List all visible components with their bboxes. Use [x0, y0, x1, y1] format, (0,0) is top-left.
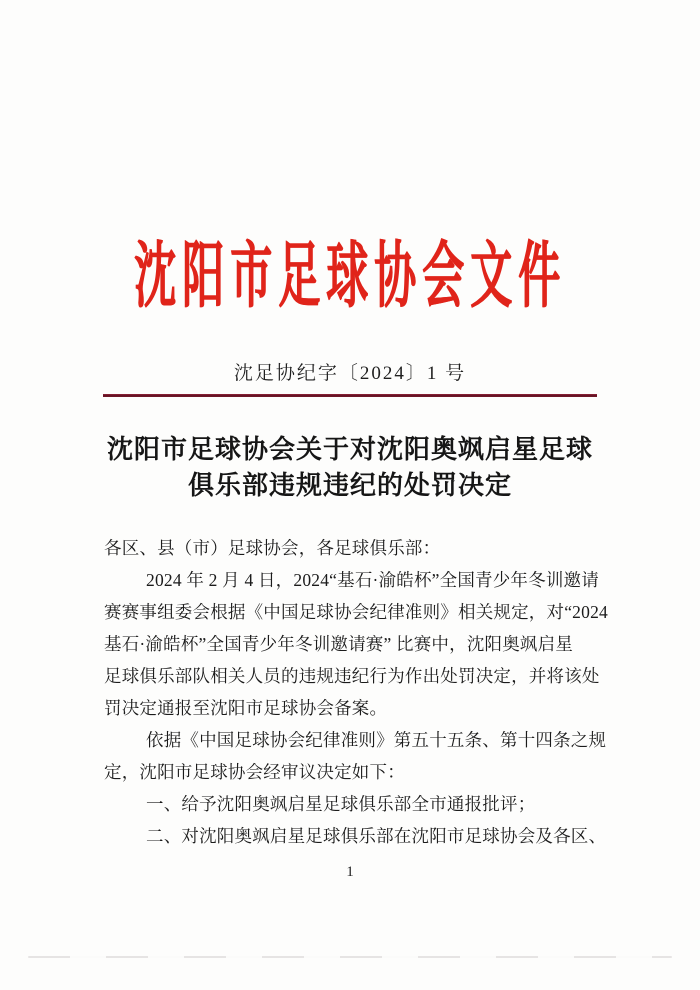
body-line: 依据《中国足球协会纪律准则》第五十五条、第十四条之规: [146, 730, 607, 750]
body-line: 二、对沈阳奥飒启星足球俱乐部在沈阳市足球协会及各区、: [146, 826, 607, 846]
doc-title-line2: 俱乐部违规违纪的处罚决定: [187, 471, 512, 500]
page-number: 1: [346, 864, 354, 880]
scan-edge-artifact: [28, 956, 672, 958]
red-divider-rule: [103, 394, 597, 397]
body-line: 各区、县（市）足球协会，各足球俱乐部：: [104, 538, 441, 558]
body-line: 一、给予沈阳奥飒启星足球俱乐部全市通报批评；: [146, 794, 536, 814]
body-line: 定，沈阳市足球协会经审议决定如下：: [104, 762, 405, 782]
body-text: [104, 532, 608, 852]
body-line: 赛赛事组委会根据《中国足球协会纪律准则》相关规定，对“2024: [104, 602, 608, 622]
letterhead-banner: 沈阳市足球协会文件: [133, 238, 566, 318]
doc-reference-number: 沈足协纪字〔2024〕1 号: [233, 363, 467, 384]
body-line: 基石·渝皓杯”全国青少年冬训邀请赛” 比赛中，沈阳奥飒启星: [104, 634, 574, 654]
body-line: 2024 年 2 月 4 日，2024“基石·渝皓杯”全国青少年冬训邀请: [146, 570, 599, 590]
doc-title-line1: 沈阳市足球协会关于对沈阳奥飒启星足球: [106, 435, 593, 464]
doc-title: [0, 432, 700, 504]
body-line: 罚决定通报至沈阳市足球协会备案。: [104, 698, 388, 718]
body-line: 足球俱乐部队相关人员的违规违纪行为作出处罚决定，并将该处: [104, 666, 600, 686]
